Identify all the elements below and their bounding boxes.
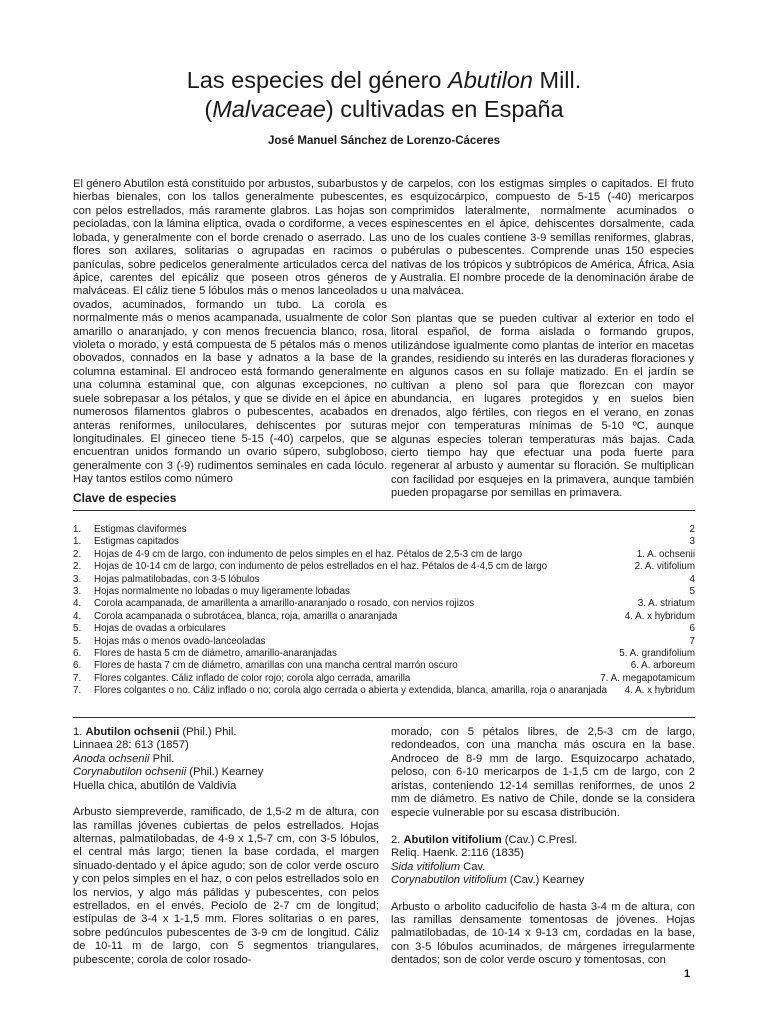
key-couplet-result: 7 xyxy=(689,635,695,647)
key-couplet-number: 7. xyxy=(73,672,82,684)
species-description: morado, con 5 pétalos libres, de 2,5-3 cm de largo, redondeados, con una mancha más oscura en la base. Androceo de 8-9 mm de largo. Esquizocarpo achatado, peloso, con 6-10 mericarpos de 1-1,5 cm de largo, con 2 aristas, conteniendo 12-14 semillas reniformes, de unos 2 mm de diámetro. Es nativo de Chile, donde se la considera especie vulnerable por su escasa distribución. xyxy=(391,726,695,819)
article-author: José Manuel Sánchez de Lorenzo-Cáceres xyxy=(268,135,500,147)
key-couplet-text: Estigmas capitados xyxy=(94,536,179,548)
key-couplet-number: 3. xyxy=(73,573,82,585)
key-couplet-result: 5 xyxy=(689,586,695,598)
intro-paragraph: El género Abutilon está constituido por arbustos, subarbustos y hierbas bienales, con los tallos generalmente pubescentes, con pelos estrellados, más raramente glabros. Las hojas son pecioladas, con la lámina elíptica, ovada o cordiforme, a veces lobada, y generalmente con el borde crenado o aserrado. Las flores son axilares, solitarias o agrupadas en racimos o panículas, sobre pedicelos generalmente articulados cerca del ápice, carentes del epicáliz que poseen otros géneros de malváceas. El cáliz tiene 5 lóbulos más o menos lanceolados u ovados, acuminados, formando un tubo. La corola es normalmente más o menos acampanada, usualmente de color amarillo o anaranjado, y con menos frecuencia blanco, rosa, violeta o morado, y está compuesta de 5 pétalos más o menos obovados, connados en la base y adnatos a la base de la columna estaminal. El androceo está formando generalmente una columna estaminal que, con algunas excepciones, no suele sobrepasar a los pétalos, y que se divide en el ápice en numerosos filamentos glabros o pubescentes, acabados en anteras reniformes, uniloculares, dehiscentes por suturas longitudinales. El gineceo tiene 5-15 (-40) carpelos, que se encuentran unidos formando un ovario súpero, subgloboso, generalmente con 3 (-9) rudimentos seminales en cada lóculo. Hay tantos estilos como número xyxy=(73,178,387,486)
key-row xyxy=(73,586,695,598)
article-title xyxy=(0,66,768,124)
key-row xyxy=(73,536,695,548)
key-row xyxy=(73,611,695,623)
key-couplet-number: 4. xyxy=(73,598,82,610)
key-row xyxy=(73,648,695,660)
key-couplet-result: 6. A. arboreum xyxy=(630,660,695,672)
key-couplet-text: Hojas palmatilobadas, con 3-5 lóbulos xyxy=(94,573,260,585)
key-couplet-result: 4. A. x hybridum xyxy=(624,685,695,697)
key-couplet-text: Corola acampanada o subrotácea, blanca, roja, amarilla o anaranjada xyxy=(94,610,398,622)
key-couplet-text: Hojas de 4-9 cm de largo, con indumento de pelos simples en el haz. Pétalos de 2,5-3 cm de largo xyxy=(94,548,523,560)
key-couplet-result: 6 xyxy=(689,623,695,635)
key-couplet-text: Estigmas claviformes xyxy=(94,524,187,535)
key-row xyxy=(73,561,695,573)
key-couplet-result: 3 xyxy=(689,536,695,548)
key-couplet-number: 1. xyxy=(73,536,82,548)
key-row xyxy=(73,549,695,561)
key-couplet-number: 2. xyxy=(73,548,82,560)
key-couplet-text: Flores de hasta 5 cm de diámetro, amarillo-anaranjadas xyxy=(94,648,337,660)
key-row xyxy=(73,524,695,536)
key-couplet-number: 4. xyxy=(73,610,82,622)
key-bottom-rule xyxy=(73,717,695,718)
key-couplet-result: 1. A. ochsenii xyxy=(636,548,695,560)
key-couplet-number: 5. xyxy=(73,623,82,635)
title-line-1: Las especies del género Abutilon Mill. xyxy=(186,67,582,93)
key-couplet-text: Hojas normalmente no lobadas o muy ligeramente lobadas xyxy=(94,586,350,598)
key-couplet-number: 5. xyxy=(73,635,82,647)
intro-right-column xyxy=(391,178,694,515)
key-couplet-text: Flores colgantes o no. Cáliz inflado o no; corola algo cerrada o abierta y extendida, blanca, amarilla, roja o anaranjada xyxy=(94,685,608,697)
key-row xyxy=(73,574,695,586)
key-couplet-result: 7. A. megapotamicum xyxy=(600,672,695,684)
species-synonym: Anoda ochsenii Phil. xyxy=(73,752,175,765)
key-couplet-result: 2 xyxy=(689,524,695,535)
species-name: Abutilon ochsenii xyxy=(85,726,180,738)
intro-paragraph: Son plantas que se pueden cultivar al exterior en todo el litoral español, de forma aislada o formando grupos, utilizándose igualmente como plantas de interior en macetas grandes, residiendo su interés en las duraderas floraciones y en algunos casos en su follaje matizado. En el jardín se cultivan a pleno sol para que florezcan con mayor abundancia, en lugares protegidos y en suelos bien drenados, algo fértiles, con riegos en el verano, en zonas mejor con temperaturas mínimas de 5-10 ºC, aunque algunas especies toleran temperaturas más bajas. Cada cierto tiempo hay que efectuar una poda fuerte para regenerar al arbusto y aumentar su floración. Se multiplican con facilidad por esquejes en la primavera, aunque también pueden propagarse por semillas en primavera. xyxy=(391,312,694,500)
species-heading: 1. Abutilon ochsenii (Phil.) Phil. xyxy=(73,726,237,738)
species-common-name: Huella chica, abutilón de Valdivia xyxy=(73,779,237,792)
key-couplet-text: Hojas de 10-14 cm de largo, con indumento de pelos estrellados en el haz. Pétalos de 4-4,5 cm de largo xyxy=(94,561,548,573)
key-couplet-number: 6. xyxy=(73,648,82,660)
species-description: Arbusto o arbolito caducifolio de hasta 3-4 m de altura, con las ramillas densamente tomentosas de jóvenes. Hojas palmatilobadas, de 10-14 x 9-13 cm, cordadas en la base, con 3-5 lóbulos acuminados, de márgenes irregularmente dentados; son de color verde oscuro y tomentosas, con xyxy=(391,900,695,967)
key-couplet-text: Corola acampanada, de amarillenta a amarillo-anaranjado o rosado, con nervios rojizos xyxy=(94,598,475,610)
key-couplet-text: Flores de hasta 7 cm de diámetro, amarillas con una mancha central marrón oscuro xyxy=(94,660,458,672)
key-row xyxy=(73,660,695,672)
key-heading: Clave de especies xyxy=(73,491,177,505)
key-couplet-result: 3. A. striatum xyxy=(637,598,695,610)
key-couplet-text: Flores colgantes. Cáliz inflado de color rojo; corola algo cerrada, amarilla xyxy=(94,672,411,684)
species-synonym: Corynabutilon ochsenii (Phil.) Kearney xyxy=(73,766,264,779)
key-row xyxy=(73,685,695,697)
key-couplet-number: 7. xyxy=(73,685,82,697)
key-list xyxy=(73,524,695,698)
species-name: Abutilon vitifolium xyxy=(403,833,502,846)
key-row xyxy=(73,623,695,635)
key-couplet-result: 4 xyxy=(689,573,695,585)
key-couplet-number: 1. xyxy=(73,524,82,535)
title-genus: Abutilon xyxy=(448,67,533,93)
key-couplet-result: 2. A. vitifolium xyxy=(634,561,695,573)
key-row xyxy=(73,673,695,685)
title-family: Malvaceae xyxy=(212,96,326,122)
species-right-column xyxy=(391,726,695,982)
page-number: 1 xyxy=(684,968,691,980)
intro-paragraph: de carpelos, con los estigmas simples o capitados. El fruto es esquizocárpico, compuesto de 5-15 (-40) mericarpos comprimidos lateralmente, normalmente acuminados o espinescentes en el ápice, dehiscentes dorsalmente, cada uno de los cuales contiene 3-9 semillas reniformes, glabras, pubérulas o pubescentes. Comprende unas 150 especies nativas de los trópicos y subtrópicos de América, África, Asia y Australia. El nombre procede de la denominación árabe de una malvácea. xyxy=(391,178,694,298)
key-couplet-text: Hojas de ovadas a orbiculares xyxy=(94,623,226,635)
species-heading: 2. Abutilon vitifolium (Cav.) C.Presl. xyxy=(391,833,578,846)
title-line-2: (Malvaceae) cultivadas en España xyxy=(204,96,564,122)
intro-left-column xyxy=(73,178,387,501)
spacer xyxy=(391,888,695,901)
key-top-rule xyxy=(73,510,695,511)
spacer xyxy=(73,793,379,806)
key-row xyxy=(73,636,695,648)
species-synonym: Sida vitifolium Cav. xyxy=(391,860,486,873)
species-reference: Linnaea 28: 613 (1857) xyxy=(73,739,189,752)
key-couplet-result: 4. A. x hybridum xyxy=(624,610,695,622)
key-couplet-number: 3. xyxy=(73,586,82,598)
key-couplet-number: 2. xyxy=(73,561,82,573)
key-couplet-text: Hojas más o menos ovado-lanceoladas xyxy=(94,635,266,647)
species-synonym: Corynabutilon vitifolium (Cav.) Kearney xyxy=(391,874,585,887)
species-reference: Reliq. Haenk. 2:116 (1835) xyxy=(391,847,524,860)
key-row xyxy=(73,598,695,610)
species-description: Arbusto siempreverde, ramificado, de 1,5-2 m de altura, con las ramillas jóvenes cubiertas de pelos estrellados. Hojas alternas, palmatilobadas, de 4-9 x 1,5-7 cm, con 3-5 lóbulos, el central más largo; tienen la base cordada, el margen sinuado-dentado y el ápice agudo; son de color verde oscuro y con pelos simples en el haz, o con pelos estrellados solo en los nervios, y algo más pálidas y pubescentes, con pelos estrellados, en el envés. Peciolo de 2-7 cm de longitud; estípulas de 3-4 x 1-1,5 mm. Flores solitarias o en pares, sobre pedúnculos pubescentes de 3-9 cm de longitud. Cáliz de 10-11 m de largo, con 5 segmentos triangulares, pubescente; corola de color rosado- xyxy=(73,806,379,966)
species-left-column xyxy=(73,726,379,981)
key-couplet-result: 5. A. grandifolium xyxy=(619,648,695,660)
key-couplet-number: 6. xyxy=(73,660,82,672)
